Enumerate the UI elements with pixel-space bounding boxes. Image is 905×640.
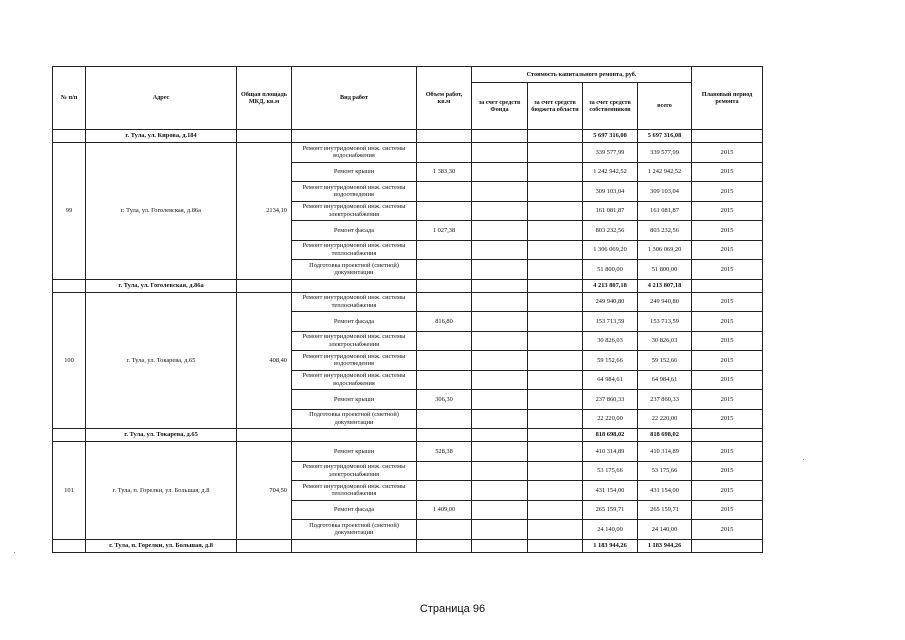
summary-address: г. Тула, п. Горелки, ул. Большая, д.8: [86, 539, 237, 552]
repair-period: 2015: [692, 201, 763, 221]
work-type: Ремонт внутридомовой инж. системы водоснабжения: [292, 370, 417, 390]
summary-total: 5 697 316,08: [638, 130, 692, 143]
cost-fund: [472, 292, 528, 312]
work-volume: [417, 240, 472, 260]
row-address: г. Тула, п. Горелки, ул. Большая, д.8: [86, 442, 237, 540]
cost-owners: 1 242 942,52: [583, 162, 638, 182]
summary-row: [53, 539, 763, 552]
cost-owners: 237 860,33: [583, 390, 638, 410]
cost-owners: 803 232,56: [583, 221, 638, 241]
work-type: Ремонт внутридомовой инж. системы электроснабжения: [292, 331, 417, 351]
cost-total: 22 220,00: [638, 409, 692, 429]
cost-total: 153 713,59: [638, 312, 692, 332]
work-volume: [417, 461, 472, 481]
cost-fund: [472, 260, 528, 280]
cost-owners: 265 159,71: [583, 500, 638, 520]
header-owners: за счет средств собственников: [583, 83, 638, 130]
cost-owners: 64 984,61: [583, 370, 638, 390]
summary-owners: 4 213 807,18: [583, 279, 638, 292]
row-area: 2134,10: [237, 143, 292, 280]
header-area: Общая площадь МКД, кв.м: [237, 67, 292, 130]
summary-address: г. Тула, ул. Токарева, д.65: [86, 429, 237, 442]
work-type: Ремонт фасада: [292, 221, 417, 241]
work-volume: [417, 201, 472, 221]
cost-owners: 51 800,00: [583, 260, 638, 280]
cost-budget: [528, 331, 583, 351]
cost-budget: [528, 221, 583, 241]
work-volume: [417, 260, 472, 280]
header-address: Адрес: [86, 67, 237, 130]
repair-period: 2015: [692, 370, 763, 390]
cost-total: 431 154,00: [638, 481, 692, 501]
cost-budget: [528, 351, 583, 371]
cost-budget: [528, 201, 583, 221]
repair-period: 2015: [692, 312, 763, 332]
row-area: 704,50: [237, 442, 292, 540]
cost-total: 803 232,56: [638, 221, 692, 241]
cost-fund: [472, 370, 528, 390]
summary-owners: 818 698,02: [583, 429, 638, 442]
work-type: Ремонт внутридомовой инж. системы водоотведения: [292, 182, 417, 202]
work-volume: [417, 292, 472, 312]
cost-owners: 30 826,03: [583, 331, 638, 351]
repair-period: 2015: [692, 409, 763, 429]
table-row: [53, 442, 763, 462]
work-type: Ремонт крыши: [292, 162, 417, 182]
work-type: Ремонт внутридомовой инж. системы водоснабжения: [292, 143, 417, 163]
work-type: Ремонт крыши: [292, 390, 417, 410]
cost-total: 265 159,71: [638, 500, 692, 520]
cost-total: 59 152,66: [638, 351, 692, 371]
work-volume: 306,30: [417, 390, 472, 410]
cost-budget: [528, 442, 583, 462]
cost-total: 64 984,61: [638, 370, 692, 390]
cost-fund: [472, 221, 528, 241]
work-volume: [417, 143, 472, 163]
cost-fund: [472, 201, 528, 221]
repair-period: 2015: [692, 390, 763, 410]
summary-row: [53, 130, 763, 143]
cost-fund: [472, 240, 528, 260]
header-work: Вид работ: [292, 67, 417, 130]
header-fund: за счет средств Фонда: [472, 83, 528, 130]
cost-owners: 153 713,59: [583, 312, 638, 332]
work-volume: 1 027,38: [417, 221, 472, 241]
cost-total: 53 175,66: [638, 461, 692, 481]
repair-period: 2015: [692, 461, 763, 481]
header-cost-group: Стоимость капитального ремонта, руб.: [472, 67, 692, 83]
work-volume: 816,80: [417, 312, 472, 332]
repair-period: 2015: [692, 520, 763, 540]
work-volume: [417, 182, 472, 202]
work-volume: [417, 370, 472, 390]
cost-budget: [528, 292, 583, 312]
cost-budget: [528, 500, 583, 520]
cost-fund: [472, 312, 528, 332]
cost-total: 309 103,04: [638, 182, 692, 202]
row-address: г. Тула, ул. Гоголевская, д.86а: [86, 143, 237, 280]
work-type: Ремонт фасада: [292, 312, 417, 332]
header-num: № п/п: [53, 67, 86, 130]
summary-owners: 1 183 944,26: [583, 539, 638, 552]
table-row: [53, 292, 763, 312]
header-volume: Объем работ, кв.м: [417, 67, 472, 130]
cost-budget: [528, 312, 583, 332]
repair-cost-table: [52, 66, 763, 553]
cost-owners: 53 175,66: [583, 461, 638, 481]
repair-period: 2015: [692, 240, 763, 260]
cost-owners: 59 152,66: [583, 351, 638, 371]
summary-row: [53, 429, 763, 442]
table-body: [53, 130, 763, 553]
cost-budget: [528, 370, 583, 390]
repair-period: 2015: [692, 351, 763, 371]
work-volume: 1 409,00: [417, 500, 472, 520]
cost-total: 51 800,00: [638, 260, 692, 280]
repair-period: 2015: [692, 260, 763, 280]
summary-address: г. Тула, ул. Кирова, д.184: [86, 130, 237, 143]
work-volume: [417, 351, 472, 371]
cost-budget: [528, 481, 583, 501]
table-row: [53, 143, 763, 163]
header-period: Плановый период ремонта: [692, 67, 763, 130]
cost-fund: [472, 481, 528, 501]
work-type: Ремонт внутридомовой инж. системы электроснабжения: [292, 461, 417, 481]
work-volume: [417, 481, 472, 501]
cost-fund: [472, 162, 528, 182]
row-area: 408,40: [237, 292, 292, 429]
row-address: г. Тула, ул. Токарева, д.65: [86, 292, 237, 429]
cost-total: 30 826,03: [638, 331, 692, 351]
cost-total: 24 140,00: [638, 520, 692, 540]
header-total: всего: [638, 83, 692, 130]
work-type: Ремонт внутридомовой инж. системы теплоснабжения: [292, 240, 417, 260]
cost-fund: [472, 461, 528, 481]
summary-owners: 5 697 316,08: [583, 130, 638, 143]
repair-period: 2015: [692, 162, 763, 182]
repair-period: 2015: [692, 292, 763, 312]
cost-fund: [472, 409, 528, 429]
cost-budget: [528, 143, 583, 163]
cost-total: 410 314,89: [638, 442, 692, 462]
page-number: Страница 96: [419, 603, 486, 615]
cost-fund: [472, 390, 528, 410]
cost-budget: [528, 260, 583, 280]
repair-period: 2015: [692, 442, 763, 462]
repair-period: 2015: [692, 481, 763, 501]
cost-total: 339 577,99: [638, 143, 692, 163]
work-type: Ремонт внутридомовой инж. системы теплоснабжения: [292, 292, 417, 312]
cost-owners: 22 220,00: [583, 409, 638, 429]
row-number: 101: [53, 442, 86, 540]
cost-fund: [472, 182, 528, 202]
repair-period: 2015: [692, 143, 763, 163]
cost-fund: [472, 520, 528, 540]
work-volume: 528,38: [417, 442, 472, 462]
scan-speck: [14, 552, 15, 553]
work-volume: [417, 409, 472, 429]
work-volume: [417, 520, 472, 540]
cost-budget: [528, 240, 583, 260]
work-volume: 1 383,30: [417, 162, 472, 182]
work-type: Подготовка проектной (сметной) документации: [292, 409, 417, 429]
summary-row: [53, 279, 763, 292]
cost-owners: 249 940,80: [583, 292, 638, 312]
cost-owners: 24 140,00: [583, 520, 638, 540]
cost-fund: [472, 143, 528, 163]
cost-fund: [472, 442, 528, 462]
cost-budget: [528, 409, 583, 429]
cost-budget: [528, 461, 583, 481]
cost-fund: [472, 500, 528, 520]
cost-owners: 431 154,00: [583, 481, 638, 501]
work-type: Подготовка проектной (сметной) документации: [292, 520, 417, 540]
cost-owners: 1 306 069,20: [583, 240, 638, 260]
row-number: 99: [53, 143, 86, 280]
work-type: Ремонт крыши: [292, 442, 417, 462]
repair-period: 2015: [692, 182, 763, 202]
work-volume: [417, 331, 472, 351]
work-type: Ремонт фасада: [292, 500, 417, 520]
cost-owners: 410 314,89: [583, 442, 638, 462]
work-type: Ремонт внутридомовой инж. системы электроснабжения: [292, 201, 417, 221]
summary-total: 4 213 807,18: [638, 279, 692, 292]
work-type: Ремонт внутридомовой инж. системы водоотведения: [292, 351, 417, 371]
work-type: Ремонт внутридомовой инж. системы теплоснабжения: [292, 481, 417, 501]
table-header: [53, 67, 763, 130]
summary-address: г. Тула, ул. Гоголевская, д.86а: [86, 279, 237, 292]
cost-owners: 339 577,99: [583, 143, 638, 163]
summary-total: 1 183 944,26: [638, 539, 692, 552]
scan-speck: [803, 459, 804, 460]
cost-budget: [528, 162, 583, 182]
cost-total: 1 306 069,20: [638, 240, 692, 260]
cost-owners: 309 103,04: [583, 182, 638, 202]
summary-total: 818 698,02: [638, 429, 692, 442]
cost-budget: [528, 520, 583, 540]
repair-period: 2015: [692, 221, 763, 241]
work-type: Подготовка проектной (сметной) документации: [292, 260, 417, 280]
cost-budget: [528, 390, 583, 410]
cost-owners: 161 081,87: [583, 201, 638, 221]
cost-fund: [472, 331, 528, 351]
cost-fund: [472, 351, 528, 371]
cost-total: 237 860,33: [638, 390, 692, 410]
header-budget: за счет средств бюджета области: [528, 83, 583, 130]
row-number: 100: [53, 292, 86, 429]
cost-total: 161 081,87: [638, 201, 692, 221]
repair-period: 2015: [692, 331, 763, 351]
cost-total: 249 940,80: [638, 292, 692, 312]
cost-budget: [528, 182, 583, 202]
cost-total: 1 242 942,52: [638, 162, 692, 182]
repair-period: 2015: [692, 500, 763, 520]
